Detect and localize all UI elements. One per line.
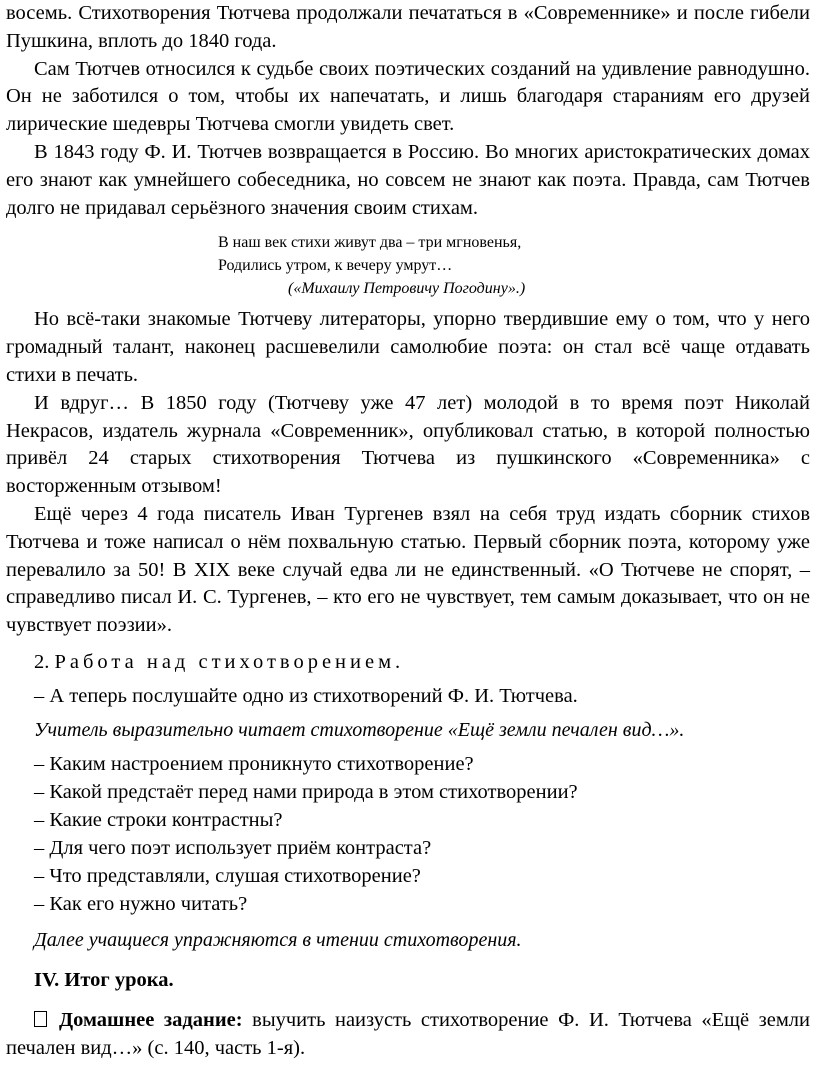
question-item: – Какой предстаёт перед нами природа в этом стихотворении? xyxy=(34,780,578,803)
question-item: – Как его нужно читать? xyxy=(34,892,248,915)
paragraph-4: Но всё-таки знакомые Тютчеву литераторы, упорно твердившие ему о том, что у него громадный талант, наконец расшевелили самолюбие поэта: он стал всё чаще отдавать стихи в печать. xyxy=(6,308,810,386)
checkbox-icon xyxy=(34,1011,47,1027)
work-number: 2. xyxy=(34,650,50,673)
paragraph-2: Сам Тютчев относился к судьбе своих поэтических созданий на удивление равнодушно. Он не заботился о том, чтобы их напечатать, и лишь благодаря стараниям его друзей лирические шедевры Тютчева смогли увидеть свет. xyxy=(6,57,810,136)
question-item: – Каким настроением проникнуто стихотворение? xyxy=(34,752,474,775)
paragraph-1: восемь. Стихотворения Тютчева продолжали печататься в «Современнике» и после гибели Пушкина, вплоть до 1840 года. xyxy=(6,2,810,52)
question-item: – Что представляли, слушая стихотворение? xyxy=(34,864,421,887)
question-item: – Для чего поэт использует приём контраста? xyxy=(34,836,432,859)
paragraph-3: В 1843 году Ф. И. Тютчев возвращается в Россию. Во многих аристократических домах его знают как умнейшего собеседника, но совсем не знают как поэта. Правда, сам Тютчев долго не придавал серьёзного значения своим стихам. xyxy=(6,140,810,219)
summary-title: IV. Итог урока. xyxy=(34,968,174,991)
work-intro: – А теперь послушайте одно из стихотворений Ф. И. Тютчева. xyxy=(34,684,578,707)
paragraph-5: И вдруг… В 1850 году (Тютчеву уже 47 лет) молодой в то время поэт Николай Некрасов, издатель журнала «Современник», опубликовал статью, в которой полностью привёл 24 старых стихотворения Тютчева из пушкинского «Современника» с восторженным отзывом! xyxy=(6,391,810,498)
question-list xyxy=(6,750,810,918)
homework-paragraph xyxy=(6,1006,810,1062)
paragraph-6: Ещё через 4 года писатель Иван Тургенев взял на себя труд издать сборник стихов Тютчева и тоже написал о нём похвальную статью. Первый сборник поэта, которому уже перевалило за 50! В XIX веке случай едва ли не единственный. «О Тютчеве не спорят, – справедливо писал И. С. Тургенев, – кто его не чувствует, тем самым доказывает, что он не чувствует поэзии». xyxy=(6,502,810,637)
work-heading xyxy=(6,648,810,676)
poem-line-1: В наш век стихи живут два – три мгновенья, xyxy=(218,234,522,252)
homework-label: Домашнее задание: xyxy=(59,1008,243,1031)
closing-note: Далее учащиеся упражняются в чтении стихотворения. xyxy=(34,928,522,951)
homework-text: выучить наизусть стихотворение Ф. И. Тютчева «Ещё земли печален вид…» (с. 140, часть 1-я). xyxy=(6,1008,810,1059)
poem-credit: («Михаилу Петровичу Погодину».) xyxy=(288,280,526,298)
poem-quote xyxy=(218,231,810,300)
teacher-note: Учитель выразительно читает стихотворение «Ещё земли печален вид…». xyxy=(34,718,685,741)
question-item: – Какие строки контрастны? xyxy=(34,808,283,831)
poem-line-2: Родились утром, к вечеру умрут… xyxy=(218,257,453,275)
work-title: Работа над стихотворением. xyxy=(54,650,405,673)
